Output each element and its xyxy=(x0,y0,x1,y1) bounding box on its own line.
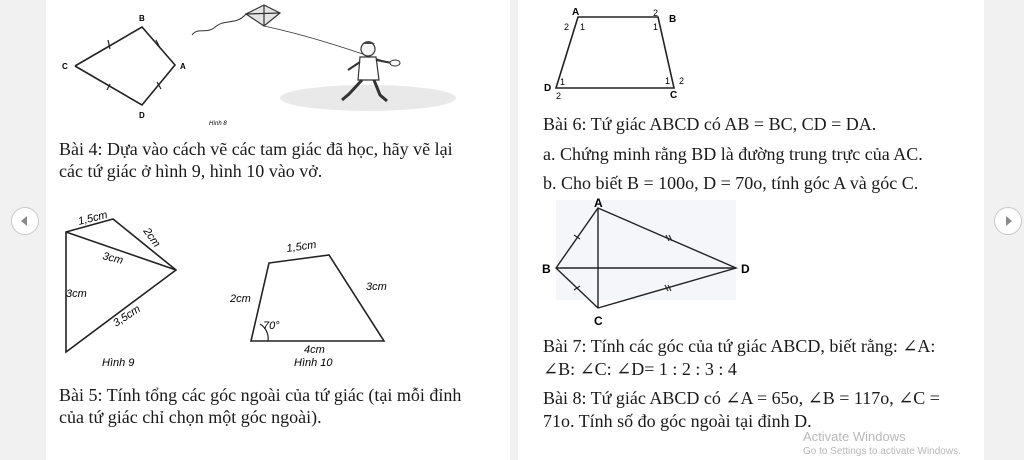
label-b: B xyxy=(139,14,145,23)
right-page xyxy=(518,0,984,460)
fig9-measure-2: 2cm xyxy=(140,225,163,250)
trap-angle-a-2: 2 xyxy=(564,22,570,32)
trap-label-b: B xyxy=(669,14,677,25)
fig9-measure-5: 3,5cm xyxy=(111,303,143,330)
trap-label-a: A xyxy=(572,7,580,18)
kite-label-d: D xyxy=(741,262,750,276)
fig10-measure-2: 3cm xyxy=(366,281,387,293)
kite-label-c: C xyxy=(594,314,603,328)
bai-7-line-2: ∠B: ∠C: ∠D= 1 : 2 : 3 : 4 xyxy=(543,359,737,379)
fig9-measure-1: 1,5cm xyxy=(76,209,109,228)
bai-8-line-2: 71o. Tính số đo góc ngoài tại đỉnh D. xyxy=(543,411,812,431)
activate-windows-watermark xyxy=(803,429,961,458)
label-a: A xyxy=(180,62,186,71)
bai-5-line-2: của tứ giác chỉ chọn một góc ngoài). xyxy=(59,407,322,427)
next-page-button[interactable] xyxy=(994,207,1022,235)
figure-8 xyxy=(46,0,466,135)
bai-4-line-2: các tứ giác ở hình 9, hình 10 vào vở. xyxy=(59,161,323,181)
fig10-measure-3: 2cm xyxy=(230,293,251,305)
chevron-right-icon xyxy=(1006,216,1012,226)
bai-6-line-2: a. Chứng minh rằng BD là đường trung trực của AC. xyxy=(543,144,923,164)
boy-illustration xyxy=(280,41,456,111)
figure-8-caption: Hình 8 xyxy=(209,121,227,127)
trap-angle-b-2: 2 xyxy=(653,8,659,18)
trap-angle-a-1: 1 xyxy=(580,22,586,32)
fig10-angle: 70° xyxy=(263,320,280,332)
bai-6-line-3: b. Cho biết B = 100o, D = 70o, tính góc A và góc C. xyxy=(543,173,919,193)
left-page xyxy=(46,0,510,460)
label-d: D xyxy=(139,111,145,120)
quadrilateral-abcd xyxy=(75,27,175,105)
bai-8-line-1: Bài 8: Tứ giác ABCD có ∠A = 65o, ∠B = 117o, ∠C = xyxy=(543,388,940,408)
kite-illustration xyxy=(192,5,386,62)
label-c: C xyxy=(62,62,68,71)
watermark-subtitle: Go to Settings to activate Windows. xyxy=(803,446,961,457)
figure-trapezoid xyxy=(538,0,718,108)
trap-angle-c-1: 1 xyxy=(665,76,671,86)
fig10-measure-1: 1,5cm xyxy=(285,238,318,255)
bai-5-line-1: Bài 5: Tính tổng các góc ngoài của tứ giác (tại mỗi đỉnh xyxy=(59,385,462,405)
prev-page-button[interactable] xyxy=(11,207,39,235)
figure-10-caption: Hình 10 xyxy=(294,357,333,369)
trap-angle-d-1: 1 xyxy=(560,77,566,87)
figure-kite xyxy=(538,198,758,333)
bai-7-line-1: Bài 7: Tính các góc của tứ giác ABCD, biết rằng: ∠A: xyxy=(543,336,936,356)
trap-label-c: C xyxy=(670,90,678,101)
fig9-measure-4: 3cm xyxy=(66,288,87,300)
figure-9 xyxy=(46,200,226,375)
figure-9-caption: Hình 9 xyxy=(102,357,135,369)
bai-6-line-1: Bài 6: Tứ giác ABCD có AB = BC, CD = DA. xyxy=(543,114,877,134)
fig10-measure-4: 4cm xyxy=(304,344,325,356)
trap-angle-c-2: 2 xyxy=(679,76,685,86)
trap-angle-d-2: 2 xyxy=(556,91,562,101)
trap-angle-b-1: 1 xyxy=(653,22,659,32)
kite-label-a: A xyxy=(594,196,603,210)
figure-10 xyxy=(226,200,426,375)
kite-label-b: B xyxy=(542,262,551,276)
trap-label-d: D xyxy=(544,83,552,94)
fig9-measure-3: 3cm xyxy=(101,250,125,267)
watermark-title: Activate Windows xyxy=(803,429,906,444)
chevron-left-icon xyxy=(21,216,27,226)
bai-4-line-1: Bài 4: Dựa vào cách vẽ các tam giác đã học, hãy vẽ lại xyxy=(59,139,453,159)
